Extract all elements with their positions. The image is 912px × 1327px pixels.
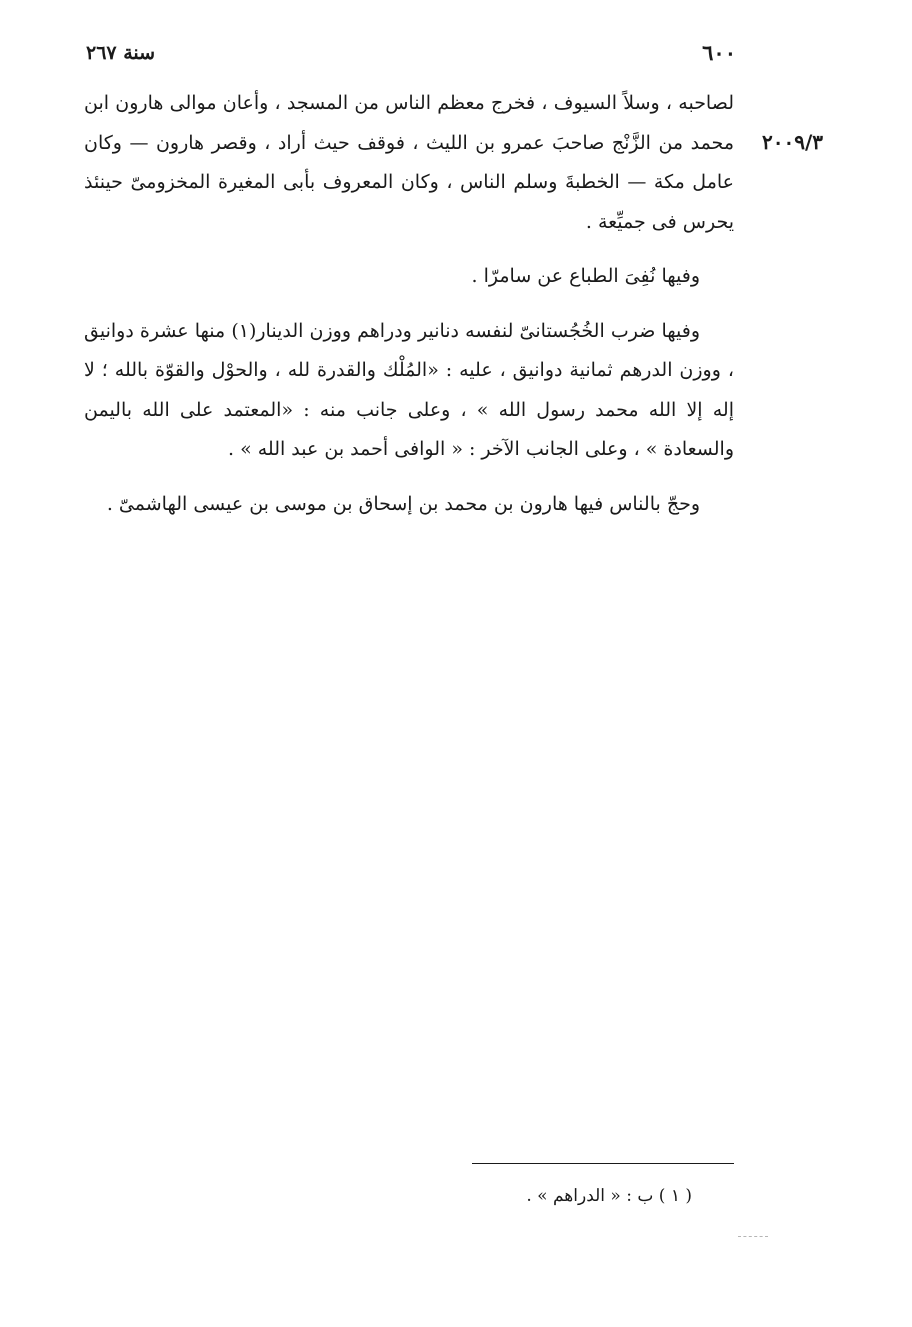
paragraph-4: وحجّ بالناس فيها هارون بن محمد بن إسحاق بن موسى بن عيسى الهاشمىّ . [106, 492, 700, 515]
paragraph-2: وفيها نُفِىَ الطباع عن سامرّا . [471, 265, 700, 287]
page-number: ٦٠٠ [702, 40, 736, 65]
scan-mark [738, 1236, 768, 1237]
margin-reference: ٢٠٠٩/٣ [762, 130, 824, 154]
footnote-divider [472, 1163, 734, 1164]
paragraph-1: لصاحبه ، وسلاً السيوف ، فخرج معظم الناس من المسجد ، وأعان موالى هارون ابن محمد من الزَّنْج صاحبَ عمرو بن الليث ، فوقف حيث أراد ، وقصر هارون — وكان عامل مكة — الخطبةَ وسلم الناس ، وكان المعروف بأبى المغيرة المخزومىّ حينئذ يحرس فى جميِّعة . [84, 92, 734, 233]
body-text [84, 84, 734, 539]
paragraph-3: وفيها ضرب الخُجُستانىّ لنفسه دنانير ودراهم ووزن الدينار(١) منها عشرة دوانيق ، ووزن الدرهم ثمانية دوانيق ، عليه : «المُلْك والقدرة لله ، والحوْل والقوّة بالله ؛ لا إله إلا الله محمد رسول الله » ، وعلى جانب منه : «المعتمد على الله باليمن والسعادة » ، وعلى الجانب الآخر : « الوافى أحمد بن عبد الله » . [84, 319, 734, 460]
page-header [86, 40, 736, 76]
running-head-year: سنة ٢٦٧ [86, 42, 156, 64]
footnote-1: ( ١ ) ب : « الدراهم » . [526, 1186, 692, 1206]
